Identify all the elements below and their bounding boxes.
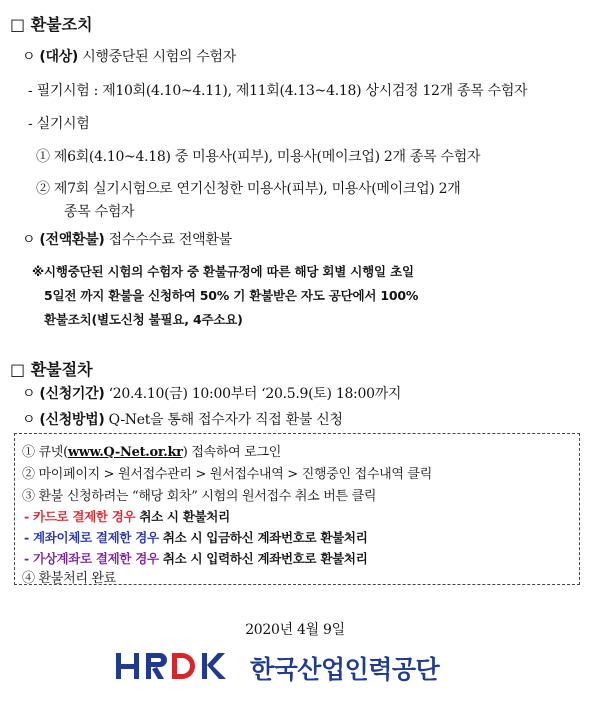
period-line — [22, 383, 401, 403]
practical-item-2-cont: 종목 수험자 — [64, 204, 135, 220]
hrdk-logo — [114, 649, 244, 687]
method-label: (신청방법) — [39, 412, 105, 428]
target-label: (대상) — [39, 49, 79, 65]
practical-exam-text: 실기시험 — [36, 116, 90, 132]
card-payment-line: - 카드로 결제한 경우 취소 시 환불처리 — [24, 509, 230, 524]
section-heading-refund-procedure — [10, 357, 93, 380]
step-1: ① 큐넷(www.Q-Net.or.kr) 접속하여 로그인 — [22, 445, 281, 460]
period-text: ‘20.4.10(금) 10:00부터 ‘20.5.9(토) 18:00까지 — [108, 386, 402, 402]
full-refund-text: 접수수수료 전액환불 — [108, 232, 232, 248]
practical-item-2: ② 제7회 실기시험으로 연기신청한 미용사(피부), 미용사(메이크업) 2개 — [36, 181, 461, 197]
written-exam-text: 필기시험 : 제10회(4.10~4.11), 제11회(4.13~4.18) 상시검정 12개 종목 수험자 — [36, 83, 528, 99]
transfer-payment-label: - 계좌이체로 결제한 경우 — [24, 530, 159, 545]
hrdk-logo-mark — [114, 649, 244, 683]
note-line-3: 환불조치(별도신청 불필요, 4주소요) — [44, 312, 243, 327]
document-date: 2020년 4월 9일 — [245, 622, 345, 638]
note-line-1: ※시행중단된 시험의 수험자 중 환불규정에 따른 해당 회별 시행일 초일 — [32, 264, 414, 279]
practical-exam-line: - 실기시험 — [28, 116, 90, 132]
card-payment-label: - 카드로 결제한 경우 — [24, 509, 136, 524]
bullet-circle: ㅇ — [22, 412, 36, 428]
transfer-payment-line: - 계좌이체로 결제한 경우 취소 시 입금하신 계좌번호로 환불처리 — [24, 530, 368, 545]
step-2: ② 마이페이지 > 원서접수관리 > 원서접수내역 > 진행중인 접수내역 클릭 — [22, 467, 432, 482]
method-text: Q-Net을 통해 접수자가 직접 환불 신청 — [108, 412, 343, 428]
section-title: 환불조치 — [30, 15, 93, 34]
period-label: (신청기간) — [39, 386, 105, 402]
square-marker: □ — [10, 15, 26, 34]
note-line-2: 5일전 까지 환불을 신청하여 50% 기 환불받은 자도 공단에서 100% — [44, 288, 419, 303]
full-refund-line — [22, 229, 232, 249]
bullet-circle: ㅇ — [22, 232, 36, 248]
organization-name: 한국산업인력공단 — [250, 655, 440, 684]
full-refund-label: (전액환불) — [39, 232, 105, 248]
target-text: 시행중단된 시험의 수험자 — [82, 49, 236, 65]
section-title: 환불절차 — [30, 360, 93, 379]
square-marker: □ — [10, 360, 26, 379]
bullet-circle: ㅇ — [22, 49, 36, 65]
method-line — [22, 409, 343, 429]
bullet-circle: ㅇ — [22, 386, 36, 402]
virtual-account-line: - 가상계좌로 결제한 경우 취소 시 입력하신 계좌번호로 환불처리 — [24, 551, 368, 566]
step-3: ③ 환불 신청하려는 “해당 회차” 시험의 원서접수 취소 버튼 클릭 — [22, 489, 377, 504]
section-heading-refund-measures — [10, 12, 93, 35]
step-4: ④ 환불처리 완료 — [22, 571, 116, 586]
target-line — [22, 46, 236, 66]
written-exam-line: - 필기시험 : 제10회(4.10~4.11), 제11회(4.13~4.18) 상시검정 12개 종목 수험자 — [28, 83, 528, 99]
virtual-account-label: - 가상계좌로 결제한 경우 — [24, 551, 159, 566]
qnet-link[interactable]: www.Q-Net.or.kr — [67, 445, 183, 460]
practical-item-1: ① 제6회(4.10~4.18) 중 미용사(피부), 미용사(메이크업) 2개 종목 수험자 — [36, 149, 481, 165]
